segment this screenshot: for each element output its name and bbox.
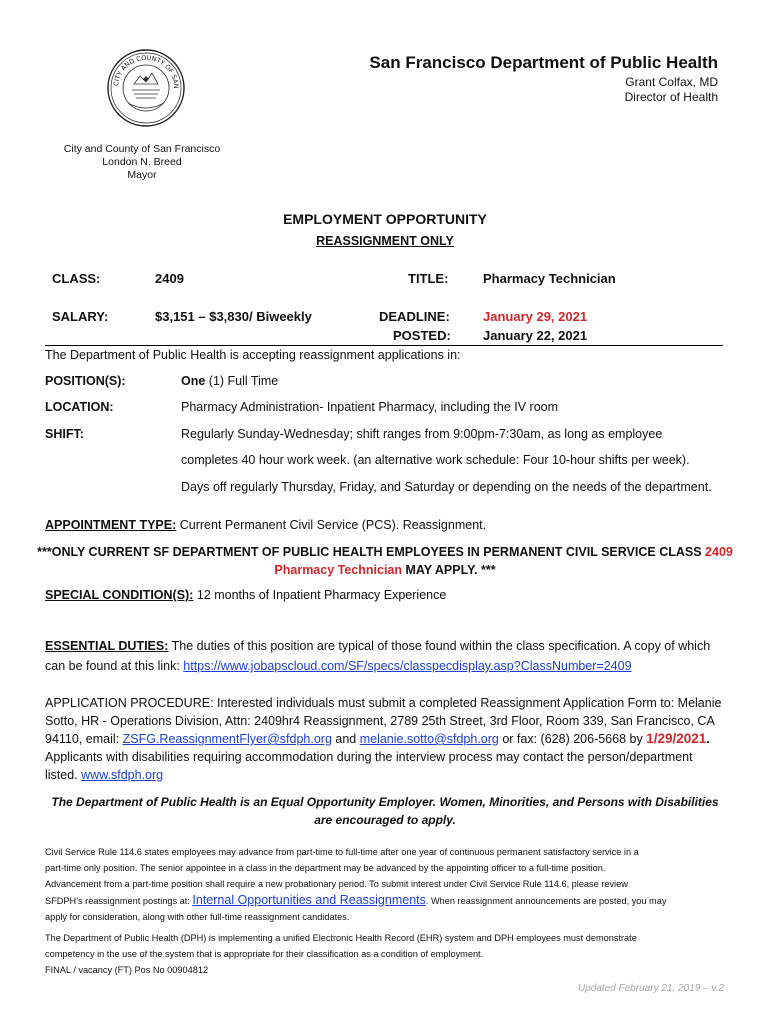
divider: [45, 345, 723, 346]
application-procedure: APPLICATION PROCEDURE: Interested individuals must submit a completed Reassignment Application Form to: Melanie Sotto, HR - Operations Division, Attn: 2409hr4 Reassignment, 2789 25th Street, 3rd Floor, Room 339, San Francisco, CA 94110, email: ZSFG.ReassignmentFlyer@sfdph.org and melanie.sotto@sfdph.org or fax: (628) 206-5668 by 1/29/2021. Applicants with disabilities requiring accommodation during the interview process may contact the person/department listed. www.sfdph.org: [45, 696, 722, 782]
shift-label: SHIFT:: [45, 427, 84, 441]
website-link[interactable]: www.sfdph.org: [81, 768, 164, 782]
internal-opportunities-link[interactable]: Internal Opportunities and Reassignments: [192, 893, 426, 907]
page-title: EMPLOYMENT OPPORTUNITY: [283, 211, 487, 227]
org-name: San Francisco Department of Public Health: [369, 53, 718, 72]
director-title: Director of Health: [624, 90, 718, 104]
ehr-notice: The Department of Public Health (DPH) is implementing a unified Electronic Health Record (EHR) system and DPH employees must demonstrate competency in the use of the system that is appropriate for their classification as a condition of employment. FINAL / vacancy (FT) Pos No 00904812: [45, 933, 637, 975]
application-deadline: 1/29/2021: [646, 731, 707, 746]
class-label: CLASS:: [52, 271, 101, 286]
location-label: LOCATION:: [45, 400, 114, 414]
deadline-value: January 29, 2021: [483, 309, 588, 324]
appointment-type: APPOINTMENT TYPE: Current Permanent Civil Service (PCS). Reassignment.: [45, 518, 487, 532]
special-conditions: SPECIAL CONDITION(S): 12 months of Inpatient Pharmacy Experience: [45, 588, 447, 602]
posted-value: January 22, 2021: [483, 328, 588, 343]
class-spec-link[interactable]: https://www.jobapscloud.com/SF/specs/classpecdisplay.asp?ClassNumber=2409: [183, 659, 632, 673]
position-number: FINAL / vacancy (FT) Pos No 00904812: [45, 965, 209, 975]
mayor-name: London N. Breed: [102, 156, 182, 168]
page-subtitle: REASSIGNMENT ONLY: [316, 234, 454, 248]
salary-value: $3,151 – $3,830/ Biweekly: [155, 309, 312, 324]
title-value: Pharmacy Technician: [483, 271, 616, 286]
footer-updated: Updated February 21, 2019 – v.2: [577, 983, 724, 994]
salary-label: SALARY:: [52, 309, 109, 324]
shift-line-3: Days off regularly Thursday, Friday, and Saturday or depending on the needs of the department.: [181, 480, 712, 494]
email-link-flyer[interactable]: ZSFG.ReassignmentFlyer@sfdph.org: [122, 732, 332, 746]
eeo-statement: The Department of Public Health is an Equal Opportunity Employer. Women, Minorities, and Persons with Disabilities are encouraged to apply.: [51, 795, 719, 827]
eligibility-notice: ***ONLY CURRENT SF DEPARTMENT OF PUBLIC HEALTH EMPLOYEES IN PERMANENT CIVIL SERVICE CLASS 2409 Pharmacy Technician MAY APPLY. ***: [37, 545, 733, 577]
director-name: Grant Colfax, MD: [625, 75, 718, 89]
title-label: TITLE:: [408, 271, 449, 286]
mayor-title: Mayor: [127, 169, 157, 181]
deadline-label: DEADLINE:: [379, 309, 450, 324]
posted-label: POSTED:: [393, 328, 451, 343]
essential-duties: ESSENTIAL DUTIES: The duties of this position are typical of those found within the class specification. A copy of which can be found at this link: https://www.jobapscloud.com/SF/specs/classpecdisplay.asp?ClassNumber=2409: [45, 639, 711, 673]
intro-text: The Department of Public Health is accepting reassignment applications in:: [45, 348, 461, 362]
shift-line-1: Regularly Sunday-Wednesday; shift ranges from 9:00pm-7:30am, as long as employee: [181, 427, 663, 441]
location-value: Pharmacy Administration- Inpatient Pharmacy, including the IV room: [181, 400, 559, 414]
position-label: POSITION(S):: [45, 374, 126, 388]
city-name: City and County of San Francisco: [63, 143, 221, 155]
position-value: One (1) Full Time: [181, 374, 279, 388]
email-link-melanie[interactable]: melanie.sotto@sfdph.org: [359, 732, 499, 746]
svg-text:CITY AND COUNTY OF SAN FRANCIS: CITY AND COUNTY OF SAN: [112, 53, 181, 89]
shift-line-2: completes 40 hour work week. (an alternative work schedule: Four 10-hour shifts per week).: [181, 453, 690, 467]
city-seal: [106, 48, 186, 128]
class-value: 2409: [155, 271, 184, 286]
civil-service-rule: Civil Service Rule 114.6 states employees may advance from part-time to full-time after one year of continuous permanent satisfactory service in a part-time only position. The senior appointee in a class in the department may be advanced by the appointing officer to a full-time position. Advancement from a part-time position shall require a new probationary period. To submit interest under Civil Service Rule 114.6, please review SFDPH’s reassignment postings at: Internal Opportunities and Reassignments. When reassignment announcements are posted, you may apply for consideration, along with other full-time reassignment candidates.: [45, 847, 667, 922]
